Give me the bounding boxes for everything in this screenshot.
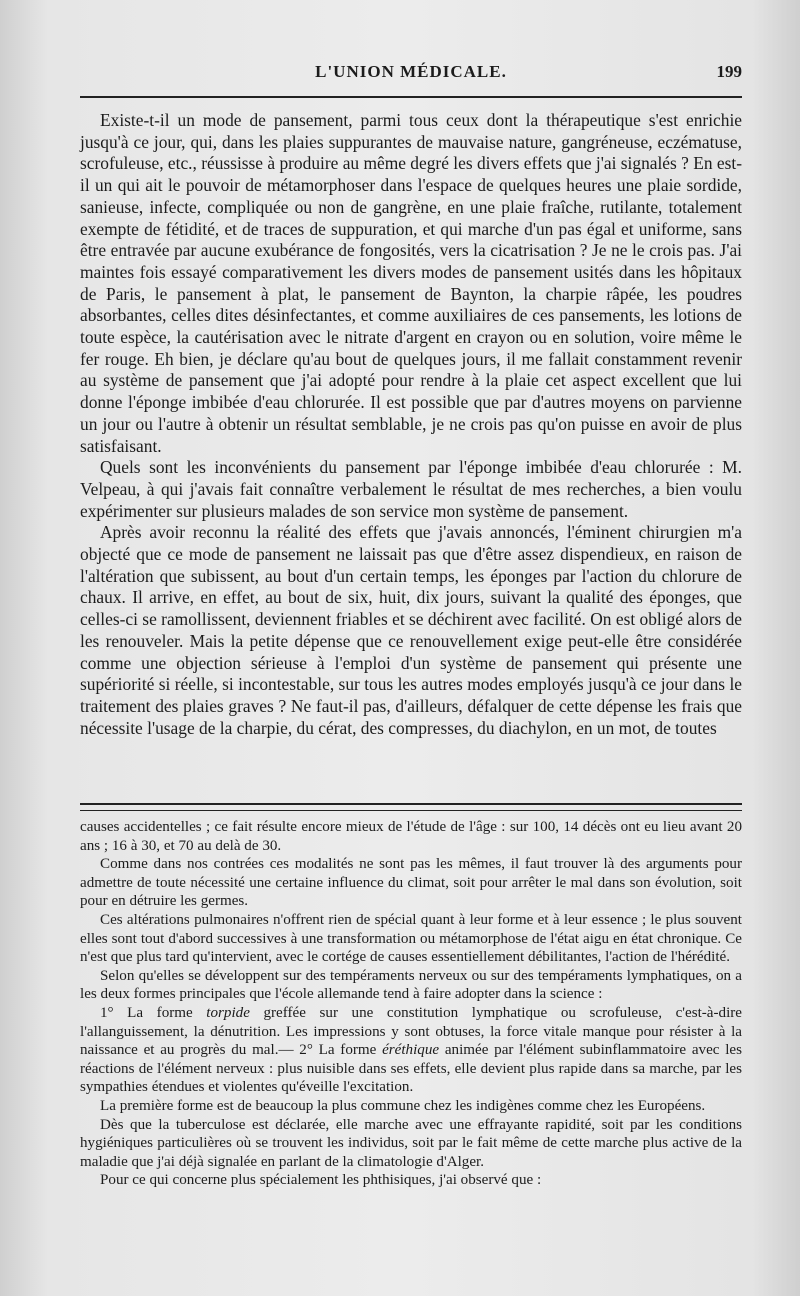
- term-erethique: éréthique: [382, 1042, 440, 1059]
- term-torpide: torpide: [206, 1004, 250, 1021]
- main-paragraph: Quels sont les inconvénients du pansement par l'éponge imbibée d'eau chlorurée : M. Velpeau, à qui j'avais fait connaître verbalement le résultat de mes recherches, a bien voulu expérimenter sur plusieurs malades de son service mon système de pansement.: [80, 457, 742, 521]
- note-paragraph: [80, 1004, 742, 1097]
- note-paragraph: Ces altérations pulmonaires n'offrent rien de spécial quant à leur forme et à leur essence ; le plus souvent elles sont tout d'abord successives à une transformation ou métamorphose de l'état aigu en état chronique. Ce n'est que plus tard qu'intervient, avec le cortége de causes essentiellement débilitantes, l'action de l'hérédité.: [80, 911, 742, 966]
- note-paragraph: La première forme est de beaucoup la plus commune chez les indigènes comme chez les Européens.: [100, 1097, 706, 1114]
- page-header: [80, 62, 742, 86]
- note-paragraph: Selon qu'elles se développent sur des tempéraments nerveux ou sur des tempéraments lymphatiques, on a les deux formes principales que l'école allemande tend à faire adopter dans la science :: [80, 967, 742, 1003]
- note-text-run: greffée sur une constitution lymphatique ou scrofuleuse, c'est-à-dire l'allanguissement, la dénutrition. Les impressions y sont obtuses, la force vitale manque pour résister à la naissance et au progrès du mal.— 2° La forme: [80, 1004, 742, 1059]
- note-text-run: animée par l'élément subinflammatoire avec les réactions de l'élément nerveux : plus nuisible dans ses effets, elle devient plus rapide dans sa marche, par les sympathies étendues et violentes qu'éveille l'excitation.: [80, 1042, 742, 1096]
- main-paragraph: Après avoir reconnu la réalité des effets que j'avais annoncés, l'éminent chirurgien m'a objecté que ce mode de pansement ne laissait pas que d'être assez dispendieux, en raison de l'altération que subissent, au bout d'un certain temps, les éponges par l'action du chlorure de chaux. Il arrive, en effet, au bout de six, huit, dix jours, suivant la qualité des éponges, que celles-ci se ramollissent, deviennent friables et se déchirent avec facilité. On est obligé alors de les renouveler. Mais la petite dépense que ce renouvellement exige peut-elle être considérée comme une objection sérieuse à l'emploi d'un système de pansement qui présente une supériorité si réelle, si incontestable, sur tous les autres modes employés jusqu'à ce jour dans le traitement des plaies graves ? Ne faut-il pas, d'ailleurs, défalquer de cette dépense les frais que nécessite l'usage de la charpie, du cérat, des compresses, du diachylon, en un mot, de toutes: [80, 522, 742, 738]
- note-text-run: 1° La forme: [100, 1004, 207, 1021]
- note-paragraph: Dès que la tuberculose est déclarée, elle marche avec une effrayante rapidité, soit par les conditions hygiéniques particulières où se trouvent les individus, soit par le fait même de cette marche plus active de la maladie que j'ai déjà signalée en parlant de la climatologie d'Alger.: [80, 1116, 742, 1170]
- main-text: [80, 110, 742, 739]
- main-paragraph: Existe-t-il un mode de pansement, parmi tous ceux dont la thérapeutique s'est enrichie jusqu'à ce jour, qui, dans les plaies suppurantes de mauvaise nature, gangréneuse, eczématuse, scrofuleuse, etc., réussisse à produire au même degré les divers effets que j'ai signalés ? En est-il un qui ait le pouvoir de métamorphoser dans l'espace de quelques heures une plaie sordide, sanieuse, infecte, compliquée ou non de gangrène, en une plaie fraîche, rutilante, totalement exempte de fétidité, et de traces de suppuration, et qui marche d'un pas égal et uniforme, sans être entravée par aucune exubérance de fongosités, vers la cicatrisation ? Je ne le crois pas. J'ai maintes fois essayé comparativement les divers modes de pansement usités dans les hôpitaux de Paris, le pansement à plat, le pansement de Baynton, la charpie râpée, les poudres absorbantes, celles dites désinfectantes, et comme auxiliaires de ces pansements, les lotions de toute espèce, la cautérisation avec le nitrate d'argent en crayon ou en solution, voire même le fer rouge. Eh bien, je déclare qu'au bout de quelques jours, il me fallait constamment revenir au système de pansement que j'ai adopté pour rendre à la plaie cet aspect excellent que lui donne l'éponge imbibée d'eau chlorurée. Il est possible que par d'autres moyens on parvienne un jour ou l'autre à obtenir un résultat semblable, je ne crois pas qu'on puisse en avoir de plus satisfaisant.: [80, 110, 742, 456]
- page-number: 199: [716, 62, 742, 81]
- header-rule: [80, 96, 742, 98]
- note-paragraph: Pour ce qui concerne plus spécialement les phthisiques, j'ai observé que :: [100, 1172, 542, 1189]
- footnote-text: [80, 818, 742, 1190]
- footnote-separator: [80, 803, 742, 811]
- note-paragraph: causes accidentelles ; ce fait résulte encore mieux de l'étude de l'âge : sur 100, 14 décès ont eu lieu avant 20 ans ; 16 à 30, et 70 au delà de 30.: [80, 819, 742, 854]
- note-paragraph: Comme dans nos contrées ces modalités ne sont pas les mêmes, il faut trouver là des arguments pour admettre de toute nécessité une certaine influence du climat, soit pour arrêter le mal dans son évolution, soit pour en détruire les germes.: [80, 856, 742, 910]
- running-title: L'UNION MÉDICALE.: [315, 62, 507, 81]
